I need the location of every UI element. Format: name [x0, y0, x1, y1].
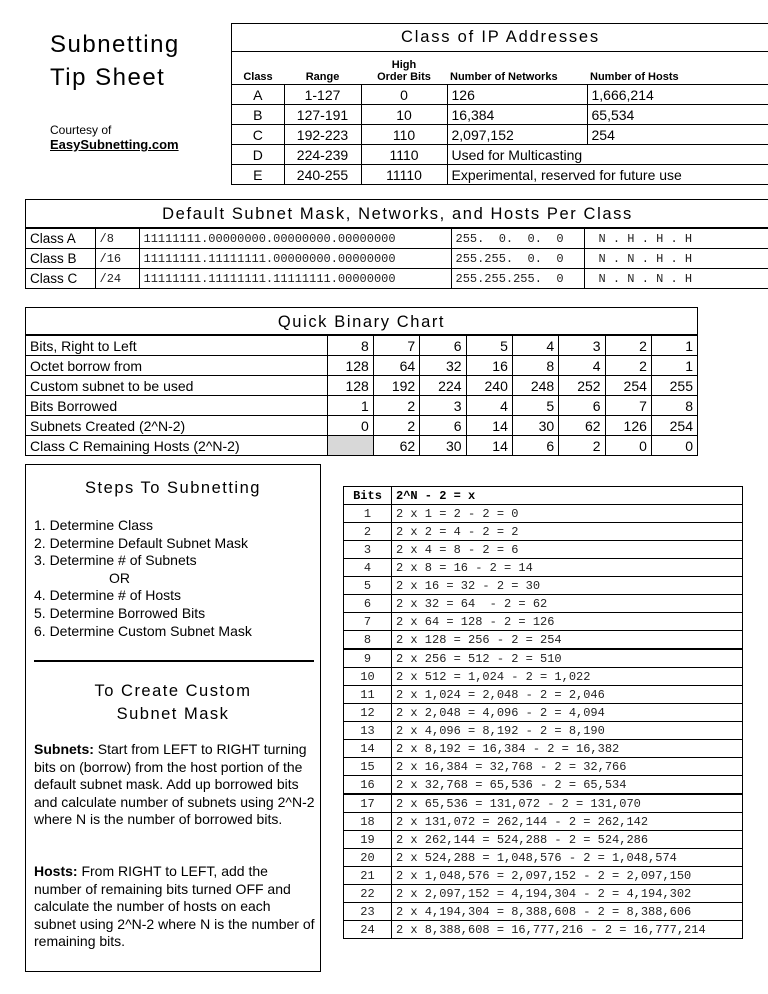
binary-cell: 16 — [466, 356, 512, 376]
ip-cell: 10 — [361, 105, 447, 125]
binary-cell-empty — [327, 436, 373, 456]
ip-cell: D — [232, 145, 284, 165]
mask-network-host: N . N . H . H — [584, 249, 768, 269]
binary-cell: 1 — [651, 336, 697, 356]
subnets-paragraph — [34, 741, 316, 829]
ip-classes-grid — [232, 52, 768, 184]
bits-table — [343, 486, 743, 939]
divider — [34, 660, 314, 662]
formula-cell: 2 x 262,144 = 524,288 - 2 = 524,286 — [392, 831, 743, 849]
bits-cell: 23 — [344, 903, 392, 921]
binary-cell: 3 — [559, 336, 605, 356]
steps-title: Steps To Subnetting — [85, 479, 261, 497]
bits-cell: 18 — [344, 813, 392, 831]
hosts-label: Hosts: — [34, 863, 78, 879]
binary-cell: 14 — [466, 436, 512, 456]
table-row — [344, 849, 743, 867]
mask-decimal: 255. 0. 0. 0 — [451, 229, 584, 249]
formula-cell: 2 x 512 = 1,024 - 2 = 1,022 — [392, 668, 743, 686]
mask-class: Class C — [26, 269, 95, 289]
ip-cell: 65,534 — [587, 105, 768, 125]
formula-cell: 2 x 8,388,608 = 16,777,216 - 2 = 16,777,214 — [392, 921, 743, 939]
mask-class: Class B — [26, 249, 95, 269]
courtesy-label: Courtesy of — [50, 123, 112, 137]
binary-cell: 126 — [605, 416, 651, 436]
ip-cell: 1-127 — [284, 85, 361, 105]
table-row — [232, 145, 768, 165]
ip-cell-note: Experimental, reserved for future use — [447, 165, 768, 185]
binary-cell: 128 — [327, 376, 373, 396]
list-item: 5. Determine Borrowed Bits — [34, 604, 206, 621]
formula-cell: 2 x 8,192 = 16,384 - 2 = 16,382 — [392, 740, 743, 758]
formula-cell: 2 x 16 = 32 - 2 = 30 — [392, 577, 743, 595]
formula-header: 2^N - 2 = x — [392, 487, 743, 505]
binary-row-label: Octet borrow from — [26, 356, 327, 376]
ip-cell: 254 — [587, 125, 768, 145]
ip-cell: 126 — [447, 85, 587, 105]
ip-header-high-order-bits — [361, 52, 447, 85]
list-item: 2. Determine Default Subnet Mask — [34, 534, 248, 551]
table-row — [232, 165, 768, 185]
formula-cell: 2 x 8 = 16 - 2 = 14 — [392, 559, 743, 577]
subnets-text: Start from LEFT to RIGHT turning bits on (borrow) from the host portion of the default subnet mask. Add up borrowed bits and calculate number of subnets using 2^N-2 where N is the number of borrowed bits. — [34, 741, 315, 828]
ip-cell: B — [232, 105, 284, 125]
formula-cell: 2 x 4,194,304 = 8,388,608 - 2 = 8,388,606 — [392, 903, 743, 921]
table-row — [344, 523, 743, 541]
table-row — [344, 867, 743, 885]
binary-row-label: Bits, Right to Left — [26, 336, 327, 356]
ip-header-range: Range — [305, 71, 340, 83]
table-row — [232, 105, 768, 125]
binary-cell: 0 — [605, 436, 651, 456]
formula-cell: 2 x 2,097,152 = 4,194,304 - 2 = 4,194,302 — [392, 885, 743, 903]
formula-cell: 2 x 524,288 = 1,048,576 - 2 = 1,048,574 — [392, 849, 743, 867]
binary-cell: 1 — [327, 396, 373, 416]
default-mask-table — [25, 199, 768, 289]
binary-cell: 248 — [512, 376, 558, 396]
binary-cell: 252 — [559, 376, 605, 396]
bits-cell: 13 — [344, 722, 392, 740]
ip-cell: 192-223 — [284, 125, 361, 145]
mask-decimal: 255.255.255. 0 — [451, 269, 584, 289]
steps-panel — [25, 464, 321, 972]
ip-header-high-order-line1: High — [391, 59, 417, 71]
table-row — [26, 249, 768, 269]
bits-cell: 2 — [344, 523, 392, 541]
binary-cell: 8 — [327, 336, 373, 356]
binary-cell: 30 — [420, 436, 466, 456]
table-row — [344, 649, 743, 668]
binary-cell: 2 — [373, 396, 419, 416]
bits-cell: 19 — [344, 831, 392, 849]
binary-cell: 2 — [605, 356, 651, 376]
formula-cell: 2 x 16,384 = 32,768 - 2 = 32,766 — [392, 758, 743, 776]
ip-cell: 127-191 — [284, 105, 361, 125]
formula-cell: 2 x 1 = 2 - 2 = 0 — [392, 505, 743, 523]
ip-cell: 2,097,152 — [447, 125, 587, 145]
ip-header-high-order-line2: Order Bits — [377, 71, 431, 83]
binary-cell: 5 — [466, 336, 512, 356]
subnets-label: Subnets: — [34, 741, 94, 757]
quick-binary-chart — [25, 307, 698, 456]
title-line-2: Tip Sheet — [50, 64, 166, 91]
mask-decimal: 255.255. 0. 0 — [451, 249, 584, 269]
default-mask-title: Default Subnet Mask, Networks, and Hosts Per Class — [26, 200, 768, 228]
table-row — [26, 336, 697, 356]
table-row — [344, 921, 743, 939]
ip-cell: 240-255 — [284, 165, 361, 185]
ip-cell: E — [232, 165, 284, 185]
table-row — [344, 631, 743, 650]
table-row — [344, 831, 743, 849]
table-row — [344, 740, 743, 758]
ip-header-networks: Number of Networks — [450, 71, 558, 83]
binary-cell: 30 — [512, 416, 558, 436]
table-row — [26, 436, 697, 456]
ip-classes-table — [231, 23, 768, 185]
bits-cell: 8 — [344, 631, 392, 650]
bits-cell: 3 — [344, 541, 392, 559]
table-row — [26, 269, 768, 289]
bits-cell: 16 — [344, 776, 392, 795]
mask-cidr: /24 — [95, 269, 139, 289]
formula-cell: 2 x 65,536 = 131,072 - 2 = 131,070 — [392, 794, 743, 813]
table-row — [344, 541, 743, 559]
bits-cell: 17 — [344, 794, 392, 813]
page-title — [50, 28, 180, 94]
table-row — [344, 505, 743, 523]
binary-cell: 6 — [420, 336, 466, 356]
title-line-1: Subnetting — [50, 31, 180, 58]
formula-cell: 2 x 2,048 = 4,096 - 2 = 4,094 — [392, 704, 743, 722]
binary-cell: 224 — [420, 376, 466, 396]
binary-cell: 1 — [651, 356, 697, 376]
create-mask-title-line1: To Create Custom — [94, 682, 252, 700]
formula-cell: 2 x 2 = 4 - 2 = 2 — [392, 523, 743, 541]
table-row — [26, 356, 697, 376]
binary-cell: 192 — [373, 376, 419, 396]
binary-cell: 240 — [466, 376, 512, 396]
binary-cell: 2 — [373, 416, 419, 436]
binary-cell: 6 — [420, 416, 466, 436]
table-row — [344, 794, 743, 813]
create-mask-title — [26, 680, 320, 726]
mask-network-host: N . N . N . H — [584, 269, 768, 289]
create-mask-title-line2: Subnet Mask — [116, 705, 230, 723]
binary-cell: 2 — [559, 436, 605, 456]
mask-network-host: N . H . H . H — [584, 229, 768, 249]
mask-cidr: /8 — [95, 229, 139, 249]
mask-binary: 11111111.11111111.00000000.00000000 — [139, 249, 451, 269]
list-item: 4. Determine # of Hosts — [34, 587, 182, 604]
formula-cell: 2 x 128 = 256 - 2 = 254 — [392, 631, 743, 650]
formula-cell: 2 x 32 = 64 - 2 = 62 — [392, 595, 743, 613]
bits-header: Bits — [344, 487, 392, 505]
table-row — [344, 704, 743, 722]
ip-cell: 1,666,214 — [587, 85, 768, 105]
binary-cell: 62 — [373, 436, 419, 456]
ip-cell: 11110 — [361, 165, 447, 185]
binary-cell: 32 — [420, 356, 466, 376]
binary-cell: 4 — [512, 336, 558, 356]
binary-cell: 5 — [512, 396, 558, 416]
ip-header-class: Class — [243, 71, 273, 83]
binary-cell: 14 — [466, 416, 512, 436]
table-row — [344, 722, 743, 740]
binary-cell: 64 — [373, 356, 419, 376]
list-item: 3. Determine # of Subnets — [34, 552, 197, 569]
formula-cell: 2 x 1,024 = 2,048 - 2 = 2,046 — [392, 686, 743, 704]
default-mask-grid — [26, 228, 768, 288]
binary-cell: 0 — [651, 436, 697, 456]
bits-cell: 20 — [344, 849, 392, 867]
mask-class: Class A — [26, 229, 95, 249]
bits-cell: 6 — [344, 595, 392, 613]
binary-row-label: Custom subnet to be used — [26, 376, 327, 396]
binary-cell: 3 — [420, 396, 466, 416]
list-item-or: OR — [109, 569, 130, 586]
table-row — [344, 885, 743, 903]
quick-binary-grid — [26, 335, 697, 455]
mask-binary: 11111111.11111111.11111111.00000000 — [139, 269, 451, 289]
table-row — [344, 559, 743, 577]
formula-cell: 2 x 256 = 512 - 2 = 510 — [392, 649, 743, 668]
bits-cell: 12 — [344, 704, 392, 722]
table-row — [344, 903, 743, 921]
list-item: 1. Determine Class — [34, 517, 154, 533]
ip-cell: 1110 — [361, 145, 447, 165]
binary-cell: 7 — [373, 336, 419, 356]
ip-classes-title: Class of IP Addresses — [232, 24, 768, 52]
bits-cell: 7 — [344, 613, 392, 631]
bits-cell: 24 — [344, 921, 392, 939]
bits-cell: 5 — [344, 577, 392, 595]
binary-cell: 6 — [559, 396, 605, 416]
binary-cell: 128 — [327, 356, 373, 376]
bits-cell: 14 — [344, 740, 392, 758]
binary-cell: 255 — [651, 376, 697, 396]
binary-cell: 8 — [512, 356, 558, 376]
table-row — [26, 396, 697, 416]
ip-header-hosts: Number of Hosts — [590, 71, 679, 83]
ip-cell: 0 — [361, 85, 447, 105]
table-row — [344, 595, 743, 613]
bits-cell: 15 — [344, 758, 392, 776]
formula-cell: 2 x 131,072 = 262,144 - 2 = 262,142 — [392, 813, 743, 831]
bits-cell: 10 — [344, 668, 392, 686]
table-row — [344, 613, 743, 631]
ip-cell: 110 — [361, 125, 447, 145]
table-row — [344, 668, 743, 686]
binary-cell: 8 — [651, 396, 697, 416]
hosts-text: From RIGHT to LEFT, add the number of remaining bits turned OFF and calculate the number of hosts on each subnet using 2^N-2 where N is the number of remaining bits. — [34, 863, 315, 950]
binary-row-label: Class C Remaining Hosts (2^N-2) — [26, 436, 327, 456]
formula-cell: 2 x 4 = 8 - 2 = 6 — [392, 541, 743, 559]
formula-cell: 2 x 4,096 = 8,192 - 2 = 8,190 — [392, 722, 743, 740]
bits-cell: 1 — [344, 505, 392, 523]
formula-cell: 2 x 1,048,576 = 2,097,152 - 2 = 2,097,150 — [392, 867, 743, 885]
table-row — [26, 416, 697, 436]
bits-cell: 21 — [344, 867, 392, 885]
binary-cell: 7 — [605, 396, 651, 416]
hosts-paragraph — [34, 863, 316, 951]
binary-cell: 254 — [605, 376, 651, 396]
ip-cell: 16,384 — [447, 105, 587, 125]
binary-cell: 254 — [651, 416, 697, 436]
table-row — [26, 229, 768, 249]
binary-cell: 62 — [559, 416, 605, 436]
mask-binary: 11111111.00000000.00000000.00000000 — [139, 229, 451, 249]
table-row — [232, 85, 768, 105]
binary-cell: 4 — [466, 396, 512, 416]
steps-list — [34, 517, 252, 640]
table-row — [344, 577, 743, 595]
binary-row-label: Subnets Created (2^N-2) — [26, 416, 327, 436]
binary-cell: 6 — [512, 436, 558, 456]
binary-cell: 2 — [605, 336, 651, 356]
table-row — [344, 813, 743, 831]
binary-row-label: Bits Borrowed — [26, 396, 327, 416]
ip-cell: C — [232, 125, 284, 145]
binary-cell: 4 — [559, 356, 605, 376]
table-row — [344, 686, 743, 704]
courtesy-site-link[interactable]: EasySubnetting.com — [50, 137, 179, 152]
bits-cell: 22 — [344, 885, 392, 903]
quick-binary-title: Quick Binary Chart — [26, 308, 697, 335]
ip-cell-note: Used for Multicasting — [447, 145, 768, 165]
mask-cidr: /16 — [95, 249, 139, 269]
bits-cell: 11 — [344, 686, 392, 704]
table-row — [232, 125, 768, 145]
ip-cell: A — [232, 85, 284, 105]
ip-cell: 224-239 — [284, 145, 361, 165]
bits-cell: 4 — [344, 559, 392, 577]
formula-cell: 2 x 64 = 128 - 2 = 126 — [392, 613, 743, 631]
formula-cell: 2 x 32,768 = 65,536 - 2 = 65,534 — [392, 776, 743, 795]
table-row — [344, 758, 743, 776]
list-item: 6. Determine Custom Subnet Mask — [34, 622, 252, 639]
table-row — [26, 376, 697, 396]
table-row — [344, 776, 743, 795]
binary-cell: 0 — [327, 416, 373, 436]
bits-cell: 9 — [344, 649, 392, 668]
